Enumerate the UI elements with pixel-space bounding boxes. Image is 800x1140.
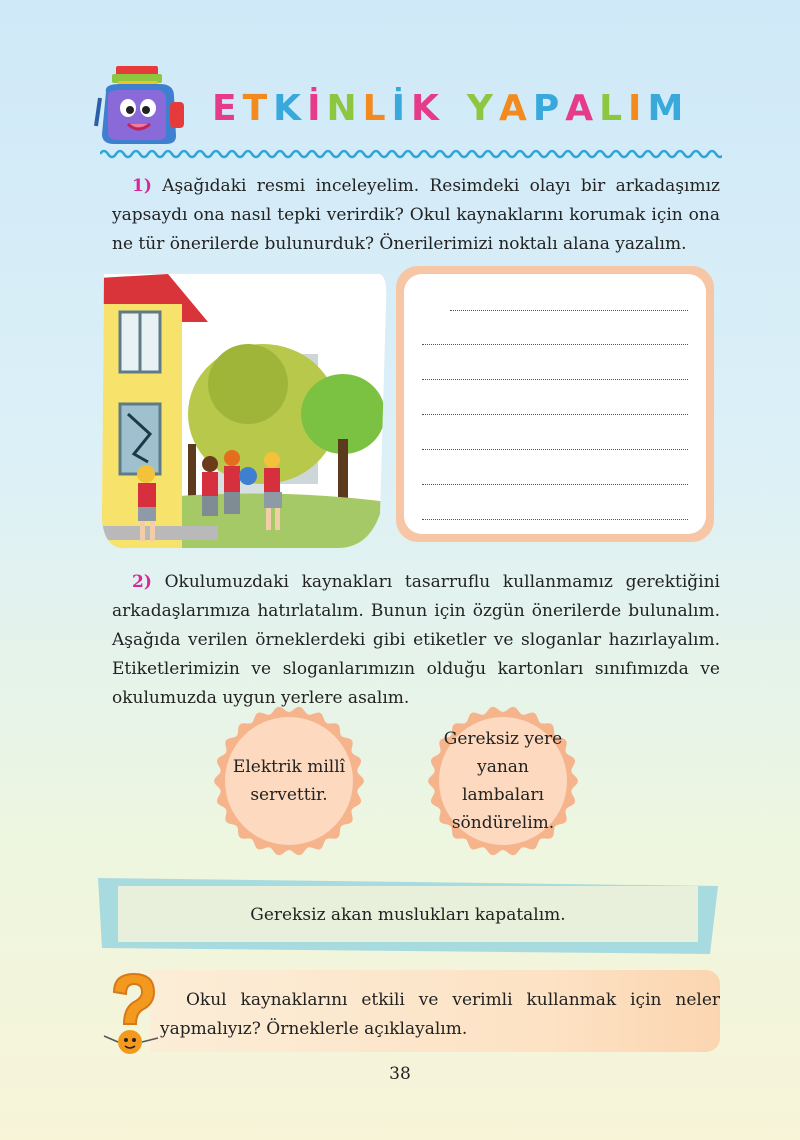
title-letter: İ [307, 88, 327, 129]
page-number: 38 [389, 1064, 411, 1084]
answer-line[interactable] [422, 414, 688, 415]
activity-1-paragraph [112, 172, 720, 259]
title-letter: L [599, 88, 629, 129]
title-word [467, 88, 689, 129]
title-letter: Y [466, 88, 499, 129]
activity-1-text: Aşağıdaki resmi inceleyelim. Resimdeki olayı bir arkadaşımız yapsaydı ona nasıl tepki verirdik? Okul kaynaklarını korumak için ona ne tür önerilerde bulunurduk? Önerilerimizi noktalı alana yazalım. [112, 176, 720, 254]
backpack-mascot-icon [94, 62, 190, 148]
slogan-badge-lamps [424, 702, 582, 860]
badge-text: Elektrik millî servettir. [232, 757, 346, 805]
page-title [212, 88, 689, 129]
activity-2-text: Okulumuzdaki kaynakları tasarruflu kullanmamız gerektiğini arkadaşlarımıza hatırlatalım. Bunun için özgün önerilerde bulunalım. Aşağıda verilen örneklerdeki gibi etiketler ve sloganlar hazırlayalım. Etiketlerimizin ve sloganlarımızın olduğu kartonları sınıfımızda ve okulumuzda uygun yerlere asalım. [112, 572, 720, 708]
school-scene-illustration [98, 264, 388, 554]
answer-line[interactable] [422, 344, 688, 345]
wave-divider [100, 146, 722, 162]
title-letter: I [628, 88, 648, 129]
activity-1-number: 1) [132, 176, 152, 196]
answer-line[interactable] [422, 484, 688, 485]
title-letter: A [498, 88, 533, 129]
title-letter: P [532, 88, 566, 129]
answer-line[interactable] [422, 519, 688, 520]
title-letter: İ [391, 88, 411, 129]
answer-line[interactable] [450, 310, 688, 311]
title-letter: M [647, 88, 690, 129]
title-letter: N [326, 88, 363, 129]
title-letter: E [212, 88, 243, 129]
question-mark-icon [100, 970, 164, 1062]
answer-area[interactable] [404, 274, 706, 534]
badge-text: Gereksiz yere yanan lambaları söndürelim. [443, 729, 563, 833]
title-letter: K [410, 88, 445, 129]
slogan-banner [98, 876, 718, 954]
title-word [212, 88, 445, 129]
answer-line[interactable] [422, 379, 688, 380]
question-text: Okul kaynaklarını etkili ve verimli kullanmak için neler yapmalıyız? Örneklerle açıklayalım. [160, 990, 720, 1039]
slogan-badge-electricity [210, 702, 368, 860]
activity-2-paragraph [112, 568, 720, 713]
title-letter: L [362, 88, 392, 129]
answer-box [396, 266, 714, 542]
title-letter: A [565, 88, 600, 129]
banner-text: Gereksiz akan muslukları kapatalım. [250, 905, 566, 925]
title-letter: K [273, 88, 308, 129]
answer-line[interactable] [422, 449, 688, 450]
activity-2-number: 2) [132, 572, 152, 592]
title-letter: T [242, 88, 274, 129]
